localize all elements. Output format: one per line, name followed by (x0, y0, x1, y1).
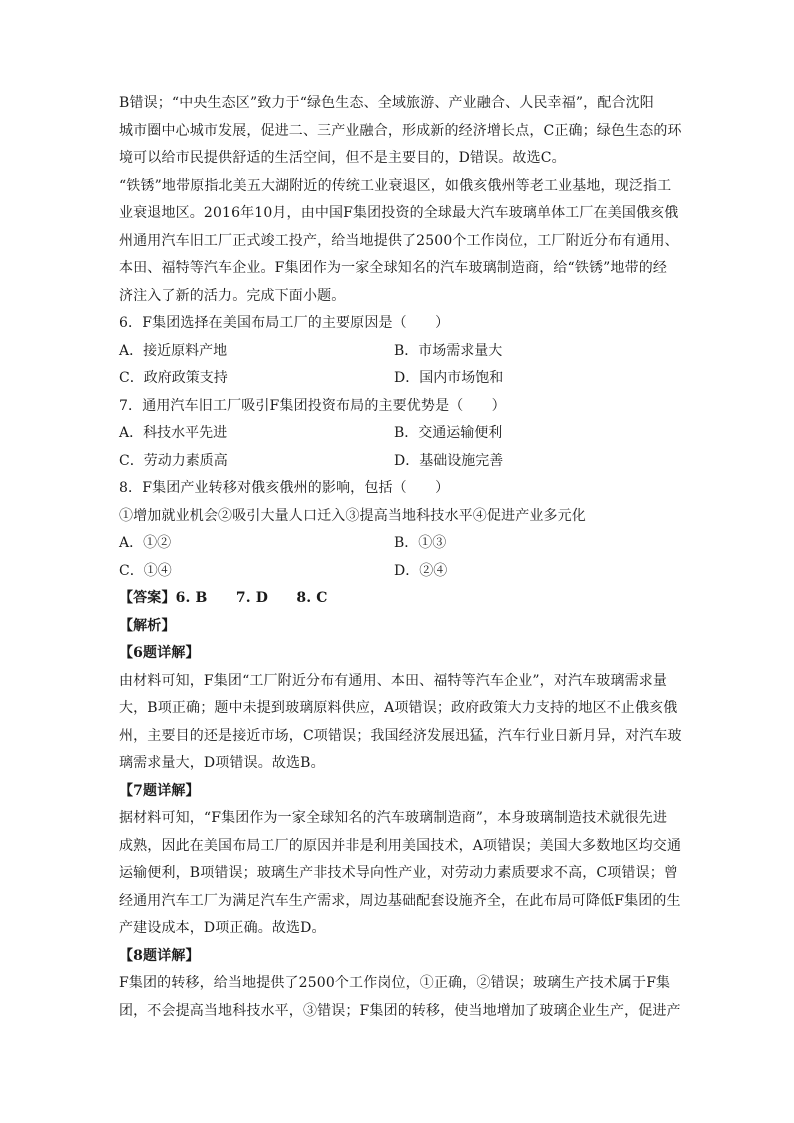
section-heading: 【7题详解】 (119, 782, 200, 799)
section-heading: 【6题详解】 (119, 645, 200, 661)
answer-options-row (119, 338, 679, 366)
text-line: 济注入了新的活力。完成下面小题。 (119, 287, 346, 304)
answer-option: B．市场需求量大 (394, 342, 503, 359)
answer-option: C．①④ (119, 562, 172, 579)
answer-option: B．交通运输便利 (394, 425, 503, 441)
answer-options-row (119, 420, 679, 448)
text-line: 境可以给市民提供舒适的生活空间，但不是主要目的，D错误。故选C。 (119, 150, 566, 166)
text-line: 产建设成本，D项正确。故选D。 (119, 920, 326, 936)
answer-option: A．①② (119, 535, 172, 551)
section-heading: 【解析】 (119, 617, 176, 634)
answer-option: B．①③ (394, 535, 447, 551)
answer-option: A．接近原料产地 (119, 342, 228, 359)
text-line: 本田、福特等汽车企业。F集团作为一家全球知名的汽车玻璃制造商，给“铁锈”地带的经 (119, 260, 668, 276)
text-line: 团，不会提高当地科技水平，③错误；F集团的转移，使当地增加了玻璃企业生产，促进产 (119, 1002, 681, 1019)
text-line: 据材料可知，“F集团作为一家全球知名的汽车玻璃制造商”，本身玻璃制造技术就很先进 (119, 810, 668, 826)
answer-option: C．政府政策支持 (119, 370, 228, 386)
text-line: “铁锈”地带原指北美五大湖附近的传统工业衰退区，如俄亥俄州等老工业基地，现泛指工 (119, 177, 672, 194)
text-line: F集团的转移，给当地提供了2500个工作岗位，①正确，②错误；玻璃生产技术属于F集 (119, 975, 671, 991)
text-line: 璃需求量大，D项错误。故选B。 (119, 755, 325, 771)
text-line: 7．通用汽车旧工厂吸引F集团投资布局的主要优势是（ ） (119, 397, 506, 414)
text-line: 大，B项正确；题中未提到玻璃原料供应，A项错误；政府政策大力支持的地区不止俄亥俄 (119, 700, 678, 716)
text-line: B错误；“中央生态区”致力于“绿色生态、全域旅游、产业融合、人民幸福”，配合沈阳 (119, 95, 654, 111)
answer-option: D．②④ (394, 562, 448, 579)
answer-options-row (119, 448, 679, 476)
section-heading: 【8题详解】 (119, 947, 200, 964)
text-line: 8．F集团产业转移对俄亥俄州的影响，包括（ ） (119, 480, 450, 496)
text-line: 成熟，因此在美国布局工厂的原因并非是利用美国技术，A项错误；美国大多数地区均交通 (119, 837, 682, 854)
document-body (119, 90, 682, 1025)
answer-option: A．科技水平先进 (119, 425, 228, 441)
answer-option: D．国内市场饱和 (394, 370, 504, 386)
text-line: 6．F集团选择在美国布局工厂的主要原因是（ ） (119, 315, 450, 331)
text-line: 由材料可知，F集团“工厂附近分布有通用、本田、福特等汽车企业”，对汽车玻璃需求量 (119, 672, 668, 689)
text-line: 州通用汽车旧工厂正式竣工投产，给当地提供了2500个工作岗位，工厂附近分布有通用、 (119, 232, 679, 249)
text-line: 州，主要目的还是接近市场，C项错误；我国经济发展迅猛，汽车行业日新月异，对汽车玻 (119, 727, 682, 744)
answer-option: D．基础设施完善 (394, 452, 504, 469)
answer-options-row (119, 558, 679, 586)
text-line: 运输便利，B项错误；玻璃生产非技术导向性产业，对劳动力素质要求不高，C项错误；曾 (119, 865, 678, 881)
section-heading: 【答案】6. B 7. D 8. C (119, 590, 328, 606)
text-line: 经通用汽车工厂为满足汽车生产需求，周边基础配套设施齐全，在此布局可降低F集团的生 (119, 892, 681, 909)
answer-options-row (119, 365, 679, 393)
answer-options-row (119, 530, 679, 558)
answer-option: C．劳动力素质高 (119, 452, 228, 469)
text-line: 城市圈中心城市发展，促进二、三产业融合，形成新的经济增长点，C正确；绿色生态的环 (119, 122, 682, 139)
text-line: ①增加就业机会②吸引大量人口迁入③提高当地科技水平④促进产业多元化 (119, 507, 586, 524)
text-line: 业衰退地区。2016年10月，由中国F集团投资的全球最大汽车玻璃单体工厂在美国俄亥俄 (119, 205, 679, 221)
